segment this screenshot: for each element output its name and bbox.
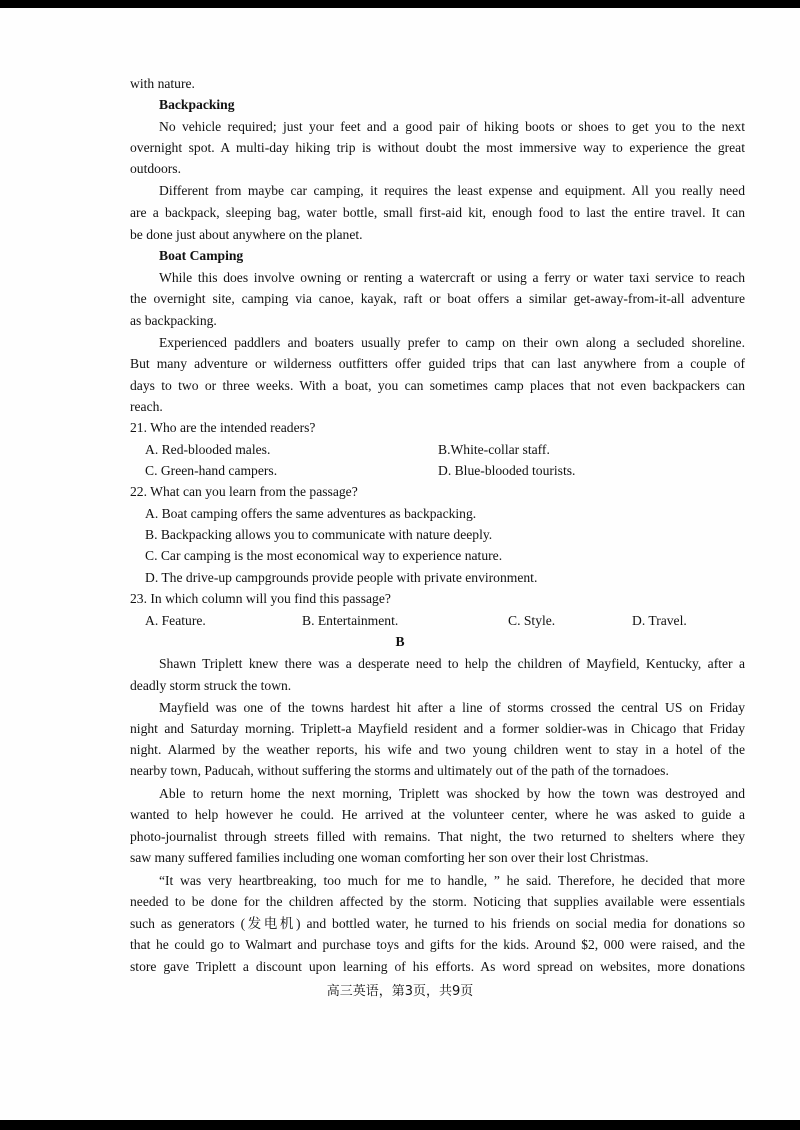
paragraph-line: days to two or three weeks. With a boat, you can sometimes camp places that not even backpackers can bbox=[130, 378, 745, 393]
question-21-stem: 21. Who are the intended readers? bbox=[130, 420, 316, 435]
question-21-option-b: B.White-collar staff. bbox=[438, 442, 550, 457]
paragraph-line: But many adventure or wilderness outfitters offer guided trips that can last anywhere from a couple of bbox=[130, 356, 745, 371]
paragraph-line: reach. bbox=[130, 399, 163, 414]
paragraph-line: saw many suffered families including one woman comforting her son over their lost Christmas. bbox=[130, 850, 649, 865]
intro-end: with nature. bbox=[130, 76, 195, 91]
question-23-option-b: B. Entertainment. bbox=[302, 613, 399, 628]
paragraph-line: Able to return home the next morning, Triplett was shocked by how the town was destroyed and bbox=[159, 786, 745, 801]
paragraph-line: While this does involve owning or renting a watercraft or using a ferry or water taxi service to reach bbox=[159, 270, 745, 285]
heading-backpacking: Backpacking bbox=[159, 97, 235, 112]
paragraph-line: night and Saturday morning. Triplett-a Mayfield resident and a former soldier-was in Chicago that Friday bbox=[130, 721, 745, 736]
paragraph-line: are a backpack, sleeping bag, water bottle, small first-aid kit, enough food to last the entire travel. It can bbox=[130, 205, 745, 220]
question-22-option-d: D. The drive-up campgrounds provide people with private environment. bbox=[145, 570, 538, 585]
question-21-option-d: D. Blue-blooded tourists. bbox=[438, 463, 576, 478]
question-21-option-a: A. Red-blooded males. bbox=[145, 442, 271, 457]
question-22-option-c: C. Car camping is the most economical way to experience nature. bbox=[145, 548, 503, 563]
paragraph-line: outdoors. bbox=[130, 161, 181, 176]
question-22-option-a: A. Boat camping offers the same adventures as backpacking. bbox=[145, 506, 477, 521]
paragraph-line: nearby town, Paducah, without suffering the storms and ultimately out of the path of the tornadoes. bbox=[130, 763, 669, 778]
paragraph-line: Different from maybe car camping, it requires the least expense and equipment. All you really need bbox=[159, 183, 745, 198]
question-22-option-b: B. Backpacking allows you to communicate with nature deeply. bbox=[145, 527, 493, 542]
paragraph-line: photo-journalist through streets filled with remains. That night, the two returned to shelters where they bbox=[130, 829, 745, 844]
paragraph-line: Experienced paddlers and boaters usually prefer to camp on their own along a secluded shoreline. bbox=[159, 335, 745, 350]
paragraph-line: be done just about anywhere on the planet. bbox=[130, 227, 363, 242]
paragraph-line: as backpacking. bbox=[130, 313, 217, 328]
paragraph-line: No vehicle required; just your feet and a good pair of hiking boots or shoes to get you to the next bbox=[159, 119, 745, 134]
question-23-option-d: D. Travel. bbox=[632, 613, 687, 628]
paragraph-line: deadly storm struck the town. bbox=[130, 678, 292, 693]
heading-boat-camping: Boat Camping bbox=[159, 248, 244, 263]
paragraph-line: overnight spot. A multi-day hiking trip is without doubt the most immersive way to experience the great bbox=[130, 140, 745, 155]
paragraph-line: needed to be done for the children affected by the storm. Noticing that supplies available were essentials bbox=[130, 894, 745, 909]
paragraph-line: the overnight site, camping via canoe, kayak, raft or boat offers a similar get-away-from-it-all adventure bbox=[130, 291, 745, 306]
question-23-stem: 23. In which column will you find this passage? bbox=[130, 591, 391, 606]
paragraph-line: “It was very heartbreaking, too much for me to handle, ” he said. Therefore, he decided that more bbox=[159, 873, 745, 888]
page-footer: 高三英语，第3页，共9页 bbox=[326, 984, 474, 999]
scan-border-top bbox=[0, 0, 800, 8]
question-23-option-a: A. Feature. bbox=[145, 613, 206, 628]
scan-border-bottom bbox=[0, 1120, 800, 1130]
question-22-stem: 22. What can you learn from the passage? bbox=[130, 484, 358, 499]
section-b-label: B bbox=[395, 634, 405, 649]
paragraph-line: that he could go to Walmart and purchase toys and gifts for the kids. Around $2, 000 were raised, and the bbox=[130, 937, 745, 952]
question-23-option-c: C. Style. bbox=[508, 613, 556, 628]
paragraph-line: such as generators (发电机) and bottled water, he turned to his friends on social media for donations so bbox=[130, 916, 745, 931]
question-21-option-c: C. Green-hand campers. bbox=[145, 463, 278, 478]
paragraph-line: store gave Triplett a discount upon learning of his efforts. As word spread on websites, more donations bbox=[130, 959, 745, 974]
paragraph-line: Mayfield was one of the towns hardest hit after a line of storms crossed the central US on Friday bbox=[159, 700, 745, 715]
paragraph-line: wanted to help however he could. He arrived at the volunteer center, where he was asked to guide a bbox=[130, 807, 745, 822]
paragraph-line: Shawn Triplett knew there was a desperate need to help the children of Mayfield, Kentucky, after a bbox=[159, 656, 745, 671]
paragraph-line: night. Alarmed by the weather reports, his wife and two young children went to stay in a hotel of the bbox=[130, 742, 745, 757]
